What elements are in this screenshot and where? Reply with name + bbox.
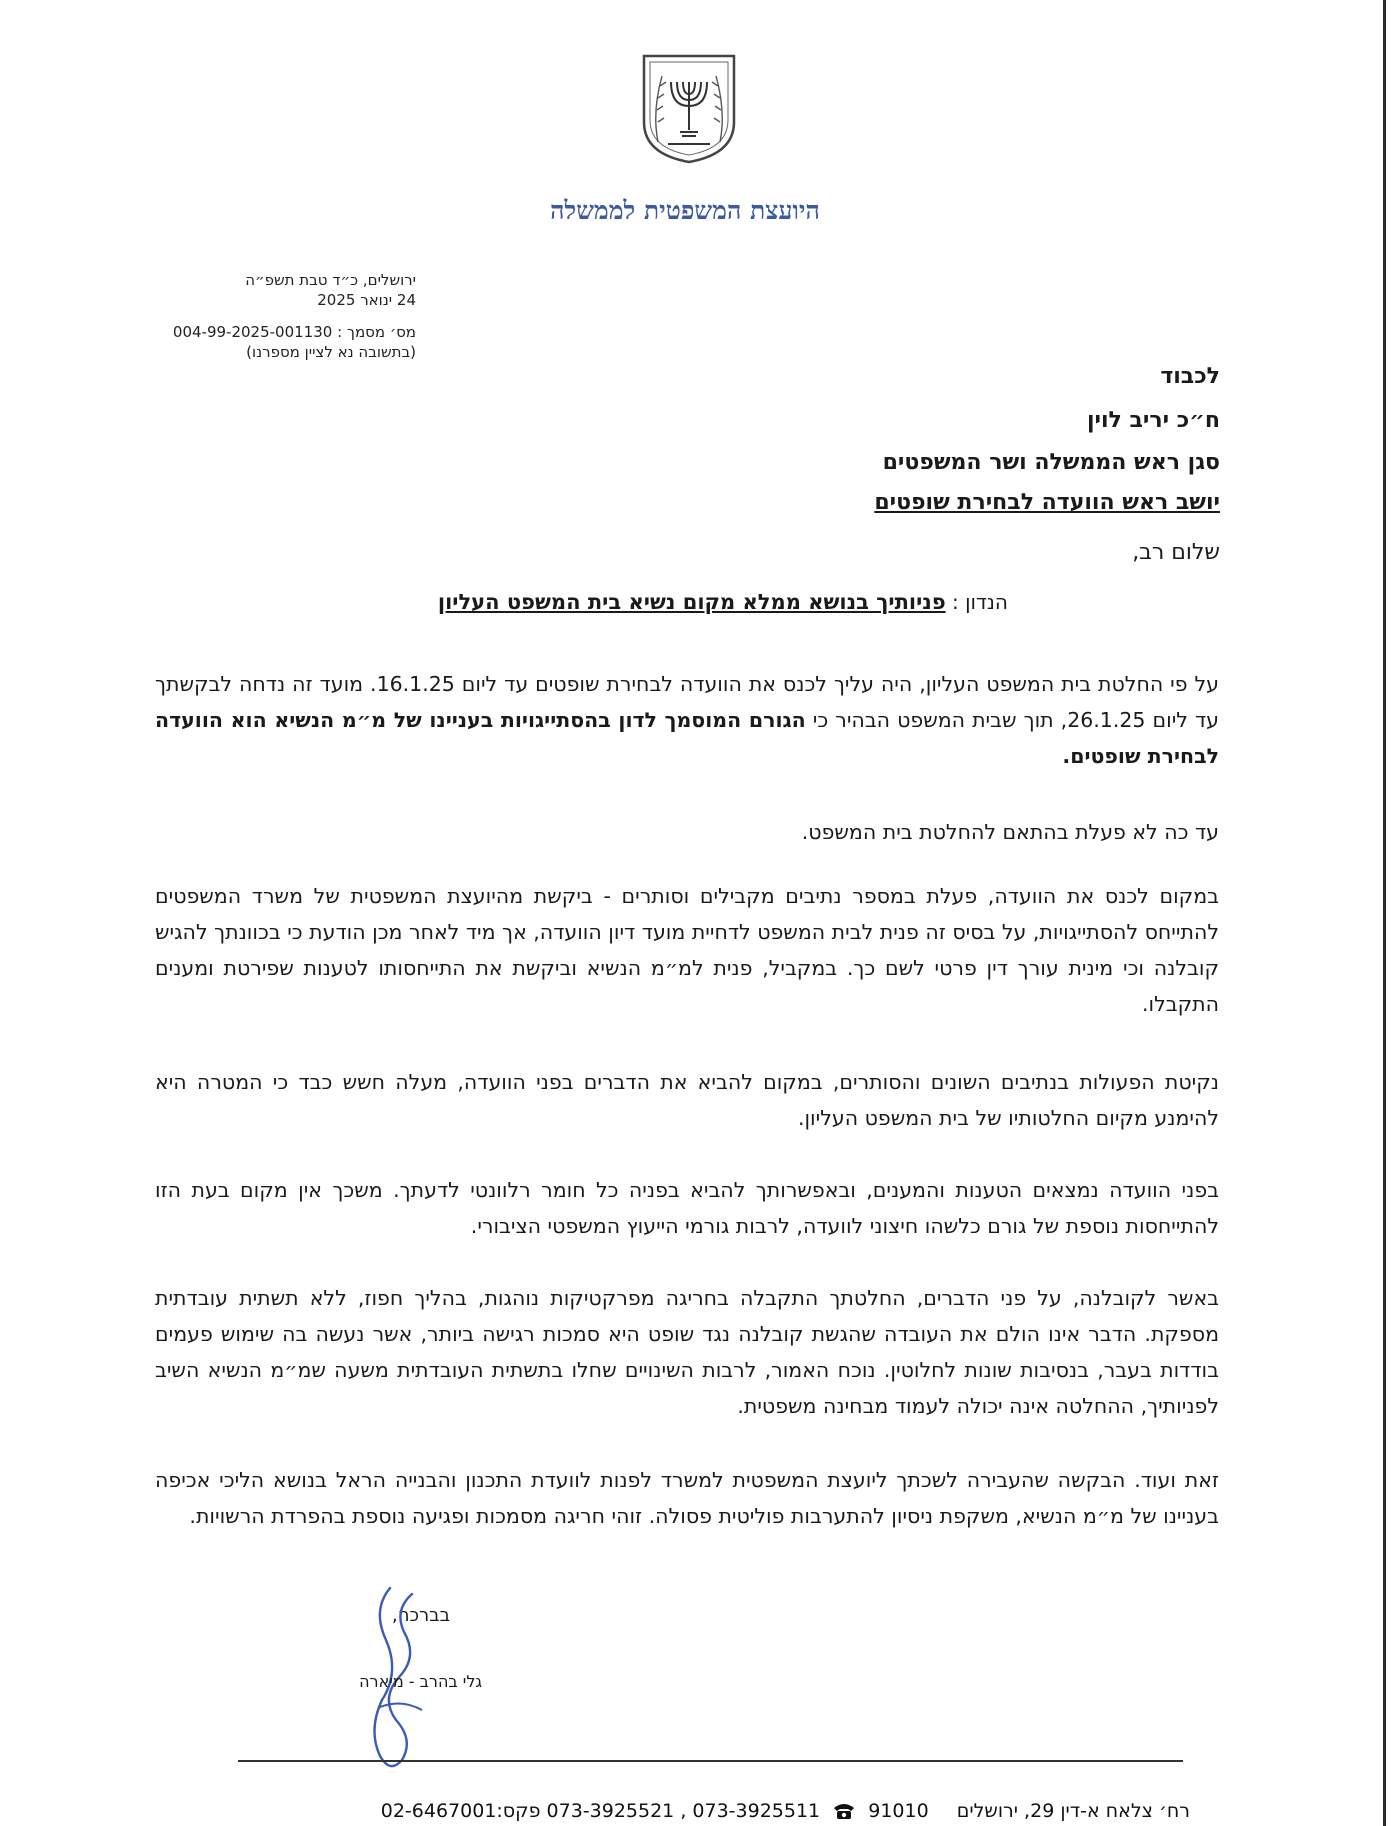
footer-address: רח׳ צלאח א-דין 29, ירושלים (956, 1800, 1190, 1822)
paragraph-1-emphasis: הגורם המוסמך לדון בהסתייגויות בעניינו של מ״מ הנשיא הוא הוועדה לבחירת שופטים (155, 708, 1219, 768)
office-name: היועצת המשפטית לממשלה (550, 196, 820, 225)
recipient-role: יושב ראש הוועדה לבחירת שופטים (874, 490, 1220, 515)
footer-contact (230, 1800, 1190, 1822)
subject-label: הנדון : (952, 590, 1008, 614)
greeting: שלום רב, (1132, 540, 1220, 565)
footer-phones: 073-3925511 , 073-3925521 (546, 1800, 821, 1822)
subject-text: פניותיך בנושא ממלא מקום נשיא בית המשפט העליון (437, 590, 946, 614)
subject-line (438, 590, 1008, 614)
signer-name: גלי בהרב - מיארה (359, 1672, 482, 1691)
paragraph-1-text: על פי החלטת בית המשפט העליון, היה עליך לכנס את הוועדה לבחירת שופטים עד ליום 16.1.25. מועד זה נדחה לבקשתך עד ליום 26.1.25, תוך שבית המשפט הבהיר כי (155, 672, 1219, 732)
recipient-title: סגן ראש הממשלה ושר המשפטים (882, 450, 1220, 475)
paragraph-4: נקיטת הפעולות בנתיבים השונים והסותרים, במקום להביא את הדברים בפני הוועדה, מעלה חשש כבד כי המטרה היא להימנע מקיום החלטותיו של בית המשפט העליון. (155, 1070, 1219, 1130)
paragraph-1-end: . (1062, 744, 1071, 768)
closing-regards: בברכה, (392, 1605, 450, 1626)
recipient-honorific: לכבוד (1160, 364, 1220, 389)
date-gregorian: 24 ינואר 2025 (317, 291, 416, 309)
footer-fax: פקס:02-6467001 (380, 1800, 541, 1822)
paragraph-7: זאת ועוד. הבקשה שהעבירה לשכתך ליועצת המשפטית למשרד לפנות לוועדת התכנון והבנייה הראל בנושא הליכי אכיפה בעניינו של מ״מ הנשיא, משקפת ניסיון להתערבות פוליטית פסולה. זוהי חריגה מסמכות ופגיעה נוספת בהפרדת הרשויות. (155, 1468, 1219, 1528)
recipient-name: ח״כ יריב לוין (1086, 408, 1220, 433)
paragraph-5: בפני הוועדה נמצאים הטענות והמענים, ובאפשרותך להביא בפניה כל חומר רלוונטי לדעתך. משכך אין מקום בעת הזו להתייחסות נוספת של גורם כלשהו חיצוני לוועדה, לרבות גורמי הייעוץ המשפטי הציבורי. (155, 1178, 1219, 1238)
paragraph-2: עד כה לא פעלת בהתאם להחלטת בית המשפט. (801, 820, 1219, 844)
reference-note: (בתשובה נא לציין מספרנו) (246, 343, 416, 361)
state-emblem-icon (638, 52, 740, 164)
paragraph-3: במקום לכנס את הוועדה, פעלת במספר נתיבים מקבילים וסותרים - ביקשת מהיועצת המשפטית של משרד המשפטים להתייחס להסתייגויות, על בסיס זה פנית לבית המשפט לדחיית מועד דיון הוועדה, אך מיד לאחר מכן הודעת כי בכוונתך להגיש קובלנה וכי מינית עורך דין פרטי לשם כך. במקביל, פנית למ״מ הנשיא וביקשת את התייחסותו לטענות שפירטת ומענים התקבלו. (155, 884, 1219, 1016)
footer-divider (238, 1760, 1183, 1762)
page-edge-border (1383, 0, 1386, 1826)
phone-icon (832, 1802, 856, 1820)
document-reference: מס׳ מסמך : 004-99-2025-001130 (172, 323, 416, 341)
date-hebrew: ירושלים, כ״ד טבת תשפ״ה (245, 271, 416, 289)
paragraph-6: באשר לקובלנה, על פני הדברים, החלטתך התקבלה בחריגה מפרקטיקות נוהגות, בהליך חפוז, ללא תשתית עובדתית מספקת. הדבר אינו הולם את העובדה שהגשת קובלנה נגד שופט היא סמכות רגישה ביותר, אשר נעשה בה שימוש פעמים בודדות בעבר, בנסיבות שונות לחלוטין. נוכח האמור, לרבות השינויים שחלו בתשתית העובדתית משעה שמ״מ הנשיא השיב לפניותיך, ההחלטה אינה יכולה לעמוד מבחינה משפטית. (155, 1286, 1219, 1418)
footer-postal-code: 91010 (868, 1800, 929, 1822)
paragraph-1 (155, 666, 1219, 774)
